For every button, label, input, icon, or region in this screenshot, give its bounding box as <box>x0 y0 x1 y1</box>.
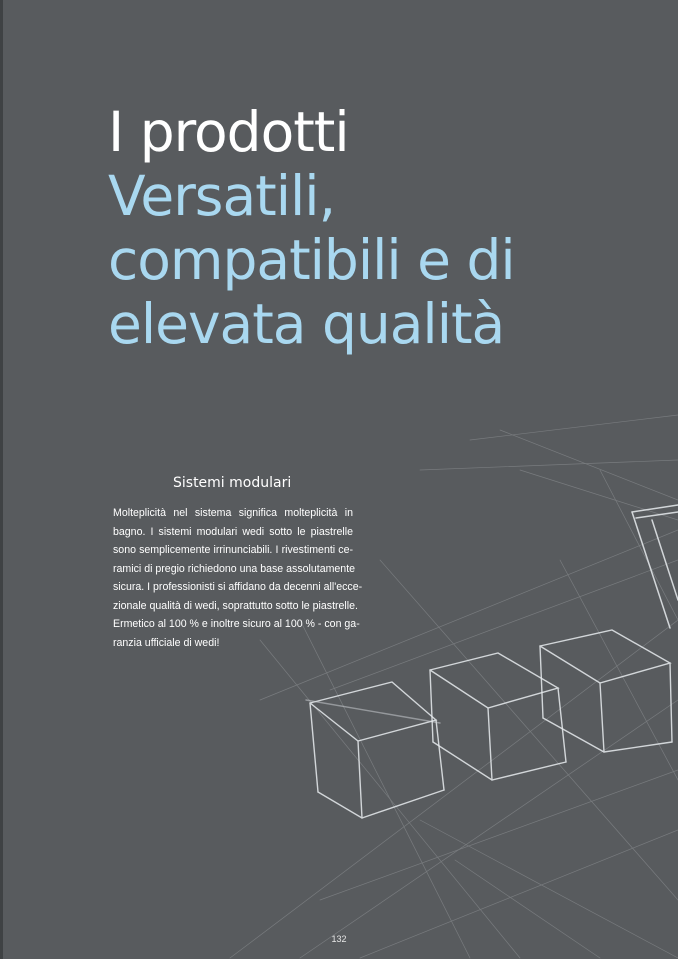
body-line: sicura. I professionisti si affidano da decenni all'ecce- <box>113 581 363 593</box>
page-heading <box>108 100 515 356</box>
page-subtitle-line: elevata qualità <box>108 292 505 356</box>
page-subtitle-line: Versatili, <box>108 164 336 228</box>
body-line: Ermetico al 100 % e inoltre sicuro al 100 % - con ga- <box>113 618 360 630</box>
body-paragraph <box>113 504 363 652</box>
page-number: 132 <box>331 934 347 944</box>
body-line: ramici di pregio richiedono una base assolutamente <box>113 562 356 575</box>
section-title: Sistemi modulari <box>173 475 292 491</box>
body-line: ranzia ufficiale di wedi! <box>113 636 220 649</box>
page-title: I prodotti <box>108 100 349 164</box>
body-line: Molteplicità nel sistema significa molteplicità in <box>113 507 353 519</box>
page-subtitle-line: compatibili e di <box>108 228 515 292</box>
body-line: sono semplicemente irrinunciabili. I rivestimenti ce- <box>113 544 353 556</box>
body-line: bagno. I sistemi modulari wedi sotto le piastrelle <box>113 525 353 538</box>
body-line: zionale qualità di wedi, soprattutto sotto le piastrelle. <box>113 599 358 612</box>
